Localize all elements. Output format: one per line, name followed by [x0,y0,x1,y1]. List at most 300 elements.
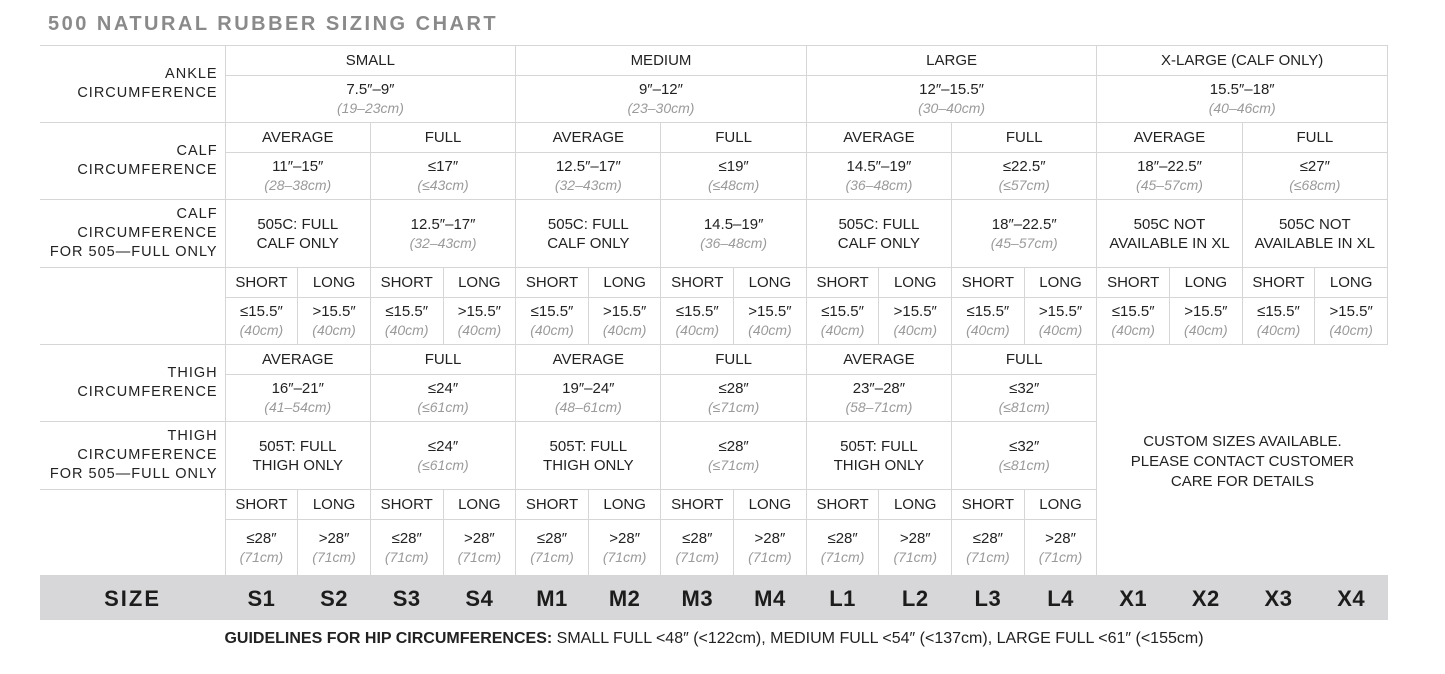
size-code-text: X4 [1337,585,1366,611]
size-code-text: X1 [1119,585,1148,611]
leg-length-long-header [298,490,371,520]
calf-length-short-header [370,268,443,298]
leg-length-label [40,490,225,576]
leg-length-short-value [370,520,443,576]
calf-inches: 14.5″–19″ [846,158,912,175]
calf505-value [661,200,806,268]
calf-length-short-value [225,298,298,345]
calf-length-short-value [1242,298,1315,345]
leg-length-long-value [879,520,952,576]
calf505-note-line: AVAILABLE IN XL [1254,234,1375,252]
size-code [443,576,516,621]
calf-label-line: CALF [176,143,218,159]
subhead: LONG [458,274,501,291]
calf505-inches: 12.5″–17″ [410,215,476,233]
calf-length-short-value [661,298,734,345]
size-code-text: X3 [1264,585,1293,611]
group-name: SMALL [345,52,395,69]
thigh505-note-line: THIGH ONLY [543,456,634,474]
leg-length-short-value [225,520,298,576]
thigh-full-header [952,345,1097,375]
ankle-value [516,76,807,123]
thigh505-inches: ≤28″ [718,437,749,455]
calf-length-long-header [1024,268,1097,298]
subhead: LONG [603,274,646,291]
sizing-table [40,45,1388,620]
calf-length-long-value [1170,298,1243,345]
calf-full-value [661,153,806,200]
size-code-text: X2 [1191,585,1220,611]
calf-full-value [1242,153,1387,200]
thigh505-label-line: CIRCUMFERENCE [77,447,218,463]
guidelines-heading: GUIDELINES FOR HIP CIRCUMFERENCES: [224,630,553,647]
custom-note-line: CARE FOR DETAILS [1170,472,1314,490]
leg-length-short-value [952,520,1025,576]
calf-cm: (32–43cm) [554,177,622,193]
leg-length-cm: (71cm) [457,548,502,565]
calf505-note-line: 505C NOT [1133,215,1206,233]
calf-avg-value [516,153,661,200]
calf-length-inches: ≤15.5″ [385,303,429,320]
calf505-note-line: CALF ONLY [256,234,339,252]
subhead: AVERAGE [552,351,625,368]
leg-length-cm: (71cm) [530,548,574,565]
size-code [1097,576,1170,621]
thigh-average-header [225,345,370,375]
leg-length-short-header [661,490,734,520]
calf505-value [952,200,1097,268]
calf-length-inches: >15.5″ [457,303,501,320]
thigh-cm: (≤61cm) [417,399,469,415]
subhead: SHORT [525,274,579,291]
calf505-cm: (32–43cm) [409,234,477,251]
calf-cm: (28–38cm) [264,177,332,193]
thigh-full-value [952,375,1097,422]
leg-length-long-value [1024,520,1097,576]
calf505-note [516,200,661,268]
thigh-avg-value [225,375,370,422]
calf-length-inches: ≤15.5″ [1257,303,1300,320]
calf505-note-line: CALF ONLY [837,234,921,252]
ankle-cm: (23–30cm) [627,100,695,116]
group-name: LARGE [926,52,977,69]
subhead: LONG [458,496,501,513]
calf-length-long-value [1315,298,1388,345]
ankle-cm: (30–40cm) [918,100,986,116]
calf-length-short-header [516,268,589,298]
leg-length-long-header [734,490,807,520]
calf-length-short-header [952,268,1025,298]
calf-length-cm: (40cm) [602,322,647,338]
calf505-label-line: CIRCUMFERENCE [77,225,218,241]
thigh-full-header [370,345,515,375]
calf505-cm: (45–57cm) [990,234,1058,251]
subhead: FULL [715,351,752,368]
calf-length-inches: >15.5″ [312,303,356,320]
thigh-inches: ≤28″ [718,380,749,397]
leg-length-inches: ≤28″ [827,529,858,547]
subhead: LONG [1329,274,1373,291]
subhead: LONG [1039,496,1082,513]
leg-length-inches: >28″ [609,529,641,547]
calf-length-cm: (40cm) [675,322,720,338]
leg-length-cm: (71cm) [675,548,720,565]
calf-average-header [225,123,370,153]
leg-length-inches: ≤28″ [246,529,277,547]
calf-full-header [370,123,515,153]
calf505-note-line: AVAILABLE IN XL [1109,234,1230,252]
leg-length-inches: ≤28″ [972,529,1003,547]
calf-length-long-header [588,268,661,298]
subhead: SHORT [961,274,1014,291]
leg-length-short-header [225,490,298,520]
calf-full-value [370,153,515,200]
size-group-header [516,46,807,76]
thigh505-note [806,422,951,490]
calf-length-inches: ≤15.5″ [966,303,1010,320]
thigh-label-line: THIGH [167,365,218,381]
size-code-text: L4 [1047,585,1074,611]
size-code [806,576,879,621]
thigh-inches: ≤24″ [427,380,459,397]
calf-length-cm: (40cm) [748,322,792,338]
leg-length-long-header [443,490,516,520]
calf-length-short-header [1097,268,1170,298]
leg-length-cm: (71cm) [748,548,792,565]
calf-length-cm: (40cm) [530,322,574,338]
ankle-inches: 7.5″–9″ [346,81,395,98]
subhead: FULL [1005,129,1043,146]
calf-inches: ≤19″ [718,158,749,175]
size-code-text: M1 [536,585,568,611]
calf505-note [806,200,951,268]
calf-length-cm: (40cm) [1038,322,1083,338]
calf-length-short-header [806,268,879,298]
leg-length-short-header [806,490,879,520]
thigh505-value [952,422,1097,490]
calf-avg-value [1097,153,1242,200]
calf-length-short-header [1242,268,1315,298]
leg-length-short-value [806,520,879,576]
calf505-label [40,200,225,268]
calf-length-inches: >15.5″ [1038,303,1083,320]
ankle-cm: (19–23cm) [336,100,404,116]
calf-cm: (≤43cm) [417,177,469,193]
subhead: LONG [1039,274,1082,291]
leg-length-short-header [952,490,1025,520]
subhead: LONG [893,496,937,513]
thigh505-cm: (≤71cm) [707,456,760,473]
calf-length-short-value [1097,298,1170,345]
calf-length-inches: ≤15.5″ [240,303,283,320]
subhead: SHORT [816,274,869,291]
calf505-inches: 14.5–19″ [703,215,764,233]
ankle-inches: 15.5″–18″ [1209,81,1275,98]
size-code [661,576,734,621]
calf505-note-line: 505C: FULL [257,215,339,233]
calf-length-short-value [516,298,589,345]
thigh-cm: (41–54cm) [264,399,332,415]
thigh505-value [661,422,806,490]
size-code [370,576,443,621]
calf505-note [225,200,370,268]
calf-length-short-value [806,298,879,345]
leg-length-inches: >28″ [463,529,495,547]
calf-inches: ≤17″ [427,158,459,175]
subhead: LONG [748,496,792,513]
subhead: LONG [603,496,646,513]
leg-length-inches: ≤28″ [682,529,713,547]
calf505-note-line: CALF ONLY [547,234,630,252]
leg-length-short-value [516,520,589,576]
thigh505-note-line: 505T: FULL [549,437,628,455]
subhead: SHORT [235,274,288,291]
ankle-value [1097,76,1388,123]
hip-guidelines [0,630,1428,648]
leg-length-cm: (71cm) [312,548,356,565]
calf505-inches: 18″–22.5″ [991,215,1057,233]
calf505-label-line: CALF [176,206,218,222]
calf-length-short-value [952,298,1025,345]
thigh505-note [516,422,661,490]
calf-length-inches: ≤15.5″ [675,303,719,320]
leg-length-cm: (71cm) [1038,548,1083,565]
subhead: SHORT [671,496,724,513]
group-name: MEDIUM [630,52,692,69]
leg-length-cm: (71cm) [239,548,284,565]
custom-note-line: CUSTOM SIZES AVAILABLE. [1143,432,1342,450]
size-code-text: S3 [392,585,421,611]
thigh505-note-line: THIGH ONLY [833,456,925,474]
calf-average-header [1097,123,1242,153]
leg-length-short-value [661,520,734,576]
calf-inches: 18″–22.5″ [1137,158,1202,175]
leg-length-inches: >28″ [1045,529,1076,547]
calf-length-cm: (40cm) [457,322,502,338]
calf-length-cm: (40cm) [966,322,1010,338]
calf-length-long-header [443,268,516,298]
thigh-inches: 23″–28″ [852,380,906,397]
calf-full-header [1242,123,1387,153]
ankle-value [806,76,1097,123]
size-code-text: M4 [754,585,786,611]
calf-length-short-value [370,298,443,345]
thigh-label [40,345,225,422]
size-code-text: M3 [681,585,714,611]
thigh-cm: (58–71cm) [845,399,913,415]
calf-cm: (≤48cm) [707,177,760,193]
calf-length-inches: >15.5″ [603,303,647,320]
subhead: LONG [312,274,356,291]
calf-length-inches: ≤15.5″ [821,303,864,320]
calf-length-long-header [298,268,371,298]
subhead: SHORT [380,274,433,291]
subhead: SHORT [816,496,869,513]
leg-length-short-header [370,490,443,520]
calf-inches: ≤27″ [1299,158,1330,175]
leg-length-long-header [588,490,661,520]
size-code [1024,576,1097,621]
thigh-avg-value [806,375,951,422]
ankle-label-line: ANKLE [165,66,218,82]
calf-cm: (≤68cm) [1289,177,1341,193]
thigh505-note-line: 505T: FULL [258,437,337,455]
size-code-text: S4 [465,585,494,611]
calf505-note-line: 505C NOT [1278,215,1351,233]
calf-length-inches: ≤15.5″ [1111,303,1155,320]
calf505-note-line: 505C: FULL [838,215,920,233]
subhead: SHORT [1107,274,1160,291]
size-code-text: S1 [247,585,276,611]
leg-length-long-value [734,520,807,576]
thigh-cm: (≤81cm) [998,399,1050,415]
leg-length-inches: >28″ [754,529,786,547]
calf-inches: 11″–15″ [272,158,324,175]
calf-inches: ≤22.5″ [1002,158,1046,175]
size-code [516,576,589,621]
calf-length-long-value [588,298,661,345]
calf-cm: (36–48cm) [845,177,913,193]
calf-length-cm: (40cm) [384,322,429,338]
calf-average-header [516,123,661,153]
leg-length-inches: ≤28″ [391,529,422,547]
chart-title: 500 NATURAL RUBBER SIZING CHART [48,13,499,35]
thigh-cm: (≤71cm) [707,399,760,415]
calf-inches: 12.5″–17″ [555,158,621,175]
thigh505-note-line: 505T: FULL [840,437,918,455]
subhead: SHORT [1252,274,1305,291]
size-row-label [40,576,225,621]
calf-cm: (45–57cm) [1136,177,1203,193]
calf-length-long-value [443,298,516,345]
ankle-inches: 9″–12″ [638,81,683,98]
calf505-cm: (36–48cm) [700,234,768,251]
calf-length-long-header [734,268,807,298]
size-label-text: SIZE [104,585,161,611]
subhead: FULL [1005,351,1043,368]
guidelines-text: SMALL FULL <48″ (<122cm), MEDIUM FULL <54″ (<137cm), LARGE FULL <61″ (<155cm) [552,630,1204,647]
subhead: LONG [1184,274,1228,291]
size-code-text: L1 [829,585,856,611]
thigh505-value [370,422,515,490]
thigh505-label-line: THIGH [167,428,218,444]
subhead: AVERAGE [843,129,915,146]
thigh-full-value [661,375,806,422]
thigh-avg-value [516,375,661,422]
leg-length-inches: ≤28″ [536,529,568,547]
calf-full-header [952,123,1097,153]
leg-length-cm: (71cm) [602,548,647,565]
xl-thigh-blank [1097,345,1388,422]
calf-length-inches: >15.5″ [748,303,792,320]
subhead: AVERAGE [1133,129,1206,146]
size-code [879,576,952,621]
thigh505-label [40,422,225,490]
leg-length-long-header [879,490,952,520]
calf-length-cm: (40cm) [820,322,865,338]
calf-length-inches: >15.5″ [893,303,937,320]
size-code [1242,576,1315,621]
calf-length-inches: ≤15.5″ [530,303,574,320]
calf505-note [1097,200,1242,268]
calf-length-long-value [734,298,807,345]
calf505-value [370,200,515,268]
size-code-text: L3 [974,585,1002,611]
size-code-text: L2 [901,585,929,611]
thigh-average-header [516,345,661,375]
calf505-value [1242,200,1387,268]
calf-label-line: CIRCUMFERENCE [77,162,218,178]
thigh-cm: (48–61cm) [554,399,622,415]
calf-length-inches: >15.5″ [1329,303,1373,320]
custom-note-line: PLEASE CONTACT CUSTOMER [1130,452,1355,470]
thigh-label-line: CIRCUMFERENCE [77,384,218,400]
thigh-inches: ≤32″ [1009,380,1040,397]
calf505-label-line: FOR 505—FULL ONLY [49,244,218,260]
size-group-header [1097,46,1388,76]
thigh-full-value [370,375,515,422]
thigh-inches: 16″–21″ [271,380,324,397]
ankle-inches: 12″–15.5″ [919,81,984,98]
size-code-text: S2 [320,585,349,611]
calf-cm: (≤57cm) [998,177,1050,193]
calf-length-inches: >15.5″ [1184,303,1228,320]
calf-length-label [40,268,225,345]
subhead: FULL [715,129,752,146]
calf-length-cm: (40cm) [893,322,937,338]
calf-avg-value [225,153,370,200]
leg-length-long-value [443,520,516,576]
thigh-full-header [661,345,806,375]
subhead: AVERAGE [262,129,334,146]
ankle-cm: (40–46cm) [1208,100,1276,116]
size-code [588,576,661,621]
calf-length-long-header [879,268,952,298]
calf-length-cm: (40cm) [312,322,356,338]
subhead: SHORT [235,496,288,513]
group-name: X-LARGE (CALF ONLY) [1161,52,1324,69]
leg-length-long-value [298,520,371,576]
thigh505-label-line: FOR 505—FULL ONLY [49,466,218,482]
thigh505-note-line: THIGH ONLY [252,456,344,474]
subhead: FULL [424,351,462,368]
size-group-header [806,46,1097,76]
size-code-text: M2 [608,585,641,611]
calf-length-long-value [298,298,371,345]
subhead: AVERAGE [262,351,334,368]
size-group-header [225,46,516,76]
calf-full-header [661,123,806,153]
subhead: AVERAGE [552,129,625,146]
calf-full-value [952,153,1097,200]
calf-length-short-header [661,268,734,298]
ankle-value [225,76,516,123]
calf-length-long-header [1315,268,1388,298]
leg-length-cm: (71cm) [893,548,937,565]
size-code [1315,576,1388,621]
calf-length-cm: (40cm) [1256,322,1301,338]
subhead: SHORT [380,496,433,513]
thigh505-inches: ≤32″ [1009,437,1040,455]
size-code [1170,576,1243,621]
subhead: SHORT [671,274,724,291]
subhead: FULL [424,129,462,146]
calf505-note-line: 505C: FULL [547,215,629,233]
calf-length-long-header [1170,268,1243,298]
subhead: LONG [312,496,356,513]
thigh505-cm: (≤81cm) [998,456,1050,473]
size-code [952,576,1025,621]
